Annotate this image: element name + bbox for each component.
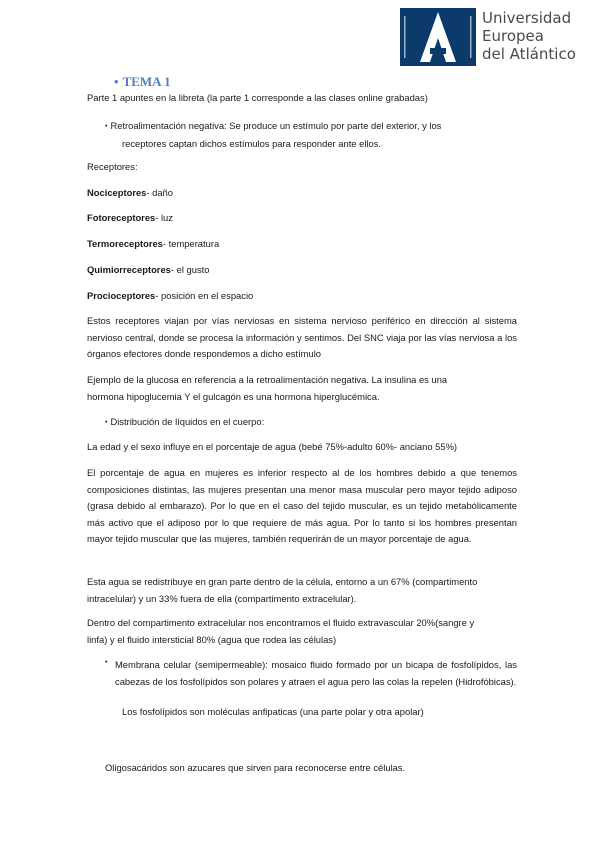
university-name-line: Europea xyxy=(482,27,544,45)
receptor-term: Termoreceptores xyxy=(87,238,163,249)
membrana-paragraph: Membrana celular (semipermeable): mosaico fluido formado por un bicapa de fosfolípidos, las cabezas de los fosfolípidos son polares y atraen el agua pero las colas la repelen (Hidrofóbicas). xyxy=(115,659,517,687)
receptor-term: Procioceptores xyxy=(87,290,156,301)
university-name-line: Universidad xyxy=(482,9,572,27)
extracelular-line: linfa) y el fluido intersticial 80% (agua que rodea las células) xyxy=(87,634,337,645)
retro-item xyxy=(105,117,441,152)
bullet-icon: • xyxy=(105,659,108,666)
receptor-desc: - daño xyxy=(146,187,173,198)
redistribuye-line: intracelular) y un 33% fuera de ella (compartimento extracelular). xyxy=(87,593,357,604)
oligo-text: Oligosacáridos son azucares que sirven para reconocerse entre células. xyxy=(105,762,406,773)
university-name-line: del Atlántico xyxy=(482,45,576,63)
retro-text: Retroalimentación negativa: Se produce un estímulo por parte del exterior, y los xyxy=(110,120,442,131)
extracelular-line: Dentro del compartimento extracelular nos encontramos el fluido extravascular 20%(sangre y xyxy=(87,617,475,628)
distribucion-text: Distribución de líquidos en el cuerpo: xyxy=(110,416,265,427)
bullet-icon: • xyxy=(105,419,108,426)
receptor-term: Quimiorreceptores xyxy=(87,264,171,275)
receptor-term: Fotoreceptores xyxy=(87,212,156,223)
extracelular-paragraph xyxy=(87,614,474,648)
fosfolipidos-text: Los fosfolípidos son moléculas anfipaticas (una parte polar y otra apolar) xyxy=(122,706,424,717)
receptor-item xyxy=(87,290,253,301)
page-title xyxy=(114,74,171,90)
retro-text: receptores captan dichos estímulos para responder ante ellos. xyxy=(122,138,382,149)
receptores-heading: Receptores: xyxy=(87,161,138,172)
bullet-icon: • xyxy=(114,74,119,89)
receptor-desc: - temperatura xyxy=(162,238,220,249)
redistribuye-line: Esta agua se redistribuye en gran parte dentro de la célula, entorno a un 67% (compartimento xyxy=(87,576,478,587)
glucosa-line: Ejemplo de la glucosa en referencia a la retroalimentación negativa. La insulina es una xyxy=(87,374,448,385)
receptor-item xyxy=(87,212,173,223)
receptor-item xyxy=(87,187,173,198)
receptor-desc: - posición en el espacio xyxy=(155,290,254,301)
university-logo-icon xyxy=(400,8,476,66)
receptor-term: Nociceptores xyxy=(87,187,147,198)
glucosa-paragraph xyxy=(87,371,447,405)
distribucion-item xyxy=(105,416,264,427)
title-text: TEMA 1 xyxy=(122,74,171,89)
receptor-item xyxy=(87,238,219,249)
university-name xyxy=(482,9,576,63)
redistribuye-paragraph xyxy=(87,573,477,607)
glucosa-line: hormona hipoglucemia Y el gulcagón es una hormona hiperglucémica. xyxy=(87,391,380,402)
mujeres-paragraph: El porcentaje de agua en mujeres es inferior respecto al de los hombres debido a que tenemos composiciones distintas, las mujeres presentan una menor masa muscular pero mayor tejido adiposo (grasa debido al embarazo). Por lo que en el caso del tejido muscular, es un tejido metabólicamente más activo que el adiposo por lo que requiere de más agua. Por lo tanto si los hombres presentan mayor tejido muscular que las mujeres, también requerirán de un mayor porcentaje de agua. xyxy=(87,467,517,544)
vias-paragraph: Estos receptores viajan por vías nerviosas en sistema nervioso periférico en dirección al sistema nervioso central, donde se procesa la información y sentimos. Del SNC viaja por las vías nerviosa a los órganos efectores donde respondemos a dicho estímulo xyxy=(87,315,517,359)
receptor-item xyxy=(87,264,209,275)
intro-text: Parte 1 apuntes en la libreta (la parte 1 corresponde a las clases online grabadas) xyxy=(87,92,428,103)
edad-text: La edad y el sexo influye en el porcentaje de agua (bebé 75%-adulto 60%- anciano 55%) xyxy=(87,441,458,452)
receptor-desc: - luz xyxy=(155,212,173,223)
bullet-icon: • xyxy=(105,123,108,130)
receptor-desc: - el gusto xyxy=(170,264,210,275)
